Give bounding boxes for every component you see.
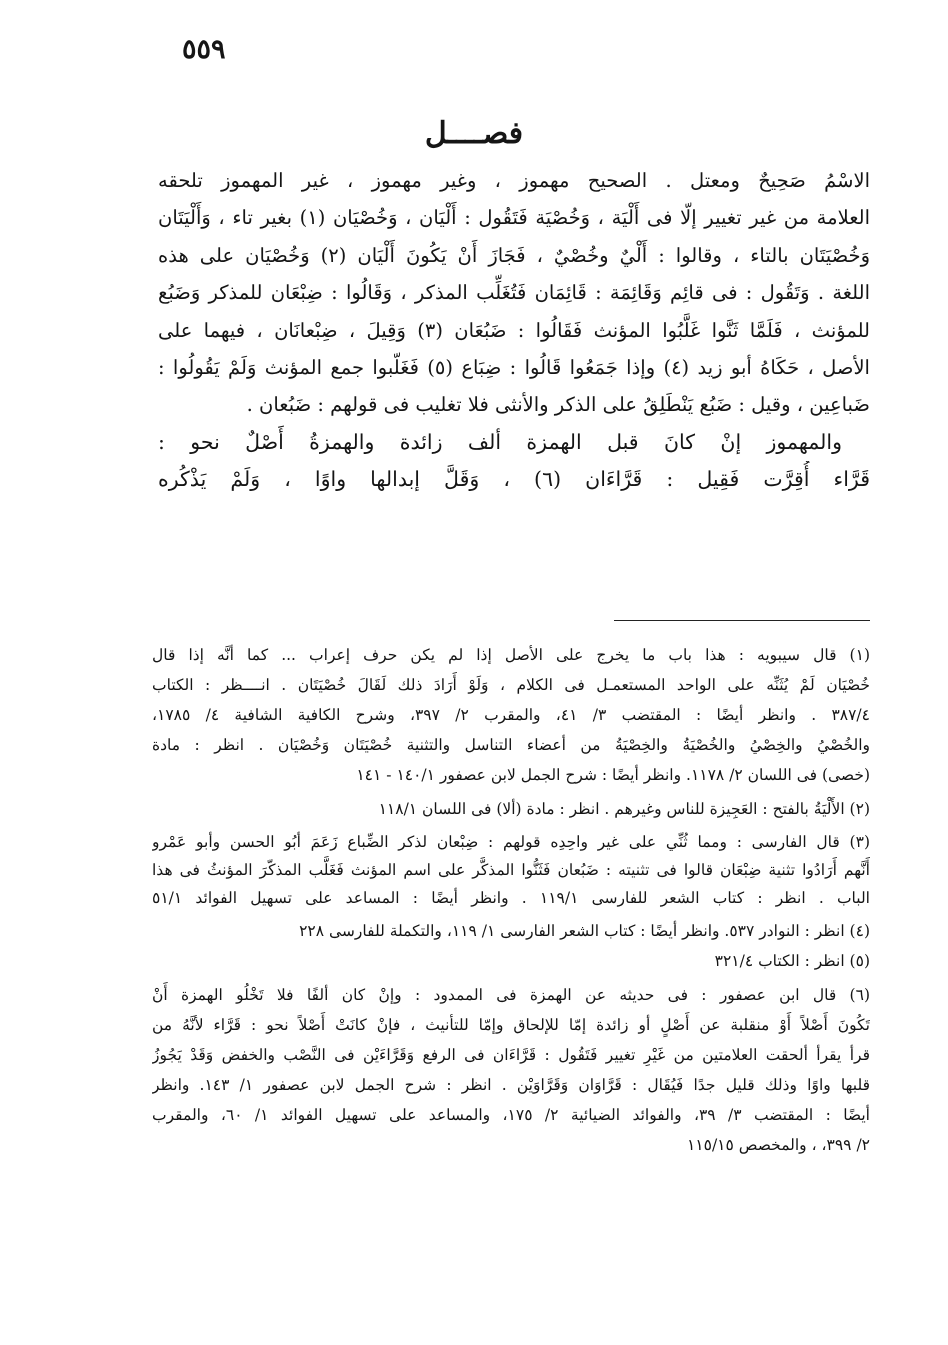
paragraph-2 <box>158 424 870 499</box>
footnote-line: والخُصْيُ والخِصْيُ والخُصْيَةُ والخِصْيَةُ من أعضاء التناسل والتثنية خُصْيَتَان وَخُصْيَان . انظر : مادة <box>152 736 870 754</box>
footnote-6 <box>152 980 870 1160</box>
footnote-2 <box>152 794 870 824</box>
footnote-divider <box>614 620 870 621</box>
page-number: ٥٥٩ <box>182 34 226 65</box>
footnotes <box>152 640 870 1160</box>
footnote-line: (٤) انظر : النوادر ٥٣٧. وانظر أيضًا : كتاب الشعر الفارسى ١/ ١١٩، والتكملة للفارسى ٢٢٨ <box>299 922 870 940</box>
footnote-line: ٣٨٧/٤ . وانظر أيضًا : المقتضب ٣/ ٤١، والمقرب ٢/ ٣٩٧، وشرح الكافية الشافية ٤/ ١٧٨٥، <box>152 706 870 724</box>
footnote-1 <box>152 640 870 790</box>
footnote-5 <box>152 946 870 976</box>
main-text <box>158 162 870 499</box>
text-line: وَخُصْيَتَان بالتاء ، وقالوا : أَلْيٌ وخُصْيٌ ، فَجَازَ أَنْ يَكُونَ أَلْيَان (٢) وَخُصْيَان على هذه <box>158 243 870 267</box>
footnote-4 <box>152 916 870 946</box>
footnote-line: قلبها واوًا وذلك قليل جدًا فَيُقَال : قَرَّاوَان وَقَرَّاوَيْن . انظر : شرح الجمل لابن عصفور ١/ ١٤٣. وانظر <box>152 1076 870 1094</box>
text-line: اللغة . وَتَقُول : فى قائِم وَقَائِمَة : قَائِمَان فَتُغَلِّب المذكر ، وَقَالُوا : ضِبْعَان للمذكر وَضَبُع <box>158 281 870 305</box>
text-line: الأصل ، حَكَاهُ أبو زيد (٤) وإذا جَمَعُوا قَالُوا : ضِبَاع (٥) فَغَلّبوا جمع المؤنث وَلَمْ يَقُولُوا : <box>158 355 870 379</box>
footnote-line: ٢/ ٣٩٩، ، والمخصص ١١٥/١٥ <box>686 1136 870 1154</box>
footnote-line: خُصْيَان لَمْ يُثَنِّه على الواحد المستعمـل فى الكلام ، وَلَوْ أَرَادَ ذلك لَقَالَ خُصْيَتَان . انــــظر : الكتاب <box>152 676 870 694</box>
text-line: للمؤنث ، فَلَمَّا ثَنَّوا غَلَّبُوا المؤنث فَقَالُوا : ضَبُعَان (٣) وَقِيلَ ، ضِبْعانَان ، فيهما على <box>158 318 870 342</box>
footnote-line: (٣) قال الفارسى : ومما ثُنِّي على غير واحِدِه قولهم : ضِبْعان لذكر الضِّباع زَعَمَ أبُو الحسن وأبو عَمْرو <box>152 833 870 851</box>
text-line: العلامة من غير تغيير إلّا فى أَلْيَة ، وَخُصْيَة فَتَقُول : أَلْيَان ، وَخُصْيَان (١) بغير تاء ، وَأَلْيَتَان <box>158 206 870 230</box>
footnote-line: أيضًا : المقتضب ٣/ ٣٩، والفوائد الضيائية ٢/ ١٧٥، والمساعد على تسهيل الفوائد ١/ ٦٠، والمقرب <box>152 1106 870 1124</box>
text-line: الاسْمُ صَحِيحٌ ومعتل . الصحيح مهموز ، وغير مهموز ، غير المهموز تلحقه <box>158 169 870 192</box>
footnote-line: أَنَّهم أَرَادُوا تثنية ضِبْعَان قالوا فى تثنيته : ضَبُعان فَثَنُّوا المذكَّر على اسم المؤنث فَغَلَّب المذكّرَ المؤنثُ فى هذا <box>152 861 870 879</box>
section-title: فصــــل <box>424 116 524 151</box>
footnote-line: قرأ يقرأ ألحقت العلامتين من غَيْرِ تغيير فَتَقُول : قَرَّاءَان فى الرفع وَقَرَّاءَيْن فى النَّصْب والخفض وَقَدْ يَجُوزُ <box>152 1046 870 1064</box>
paragraph-1 <box>158 162 870 424</box>
text-line: والمهموز إنْ كانَ قبل الهمزة ألف زائدة والهمزةُ أَصْلٌ نحو : <box>158 429 842 454</box>
footnote-line: تَكُونَ أَصْلاً أَوْ منقلبة عن أَصْلٍ أو زائدة إمّا للإلحاق وإمّا للتأنيث ، فإنْ كانَتْ أَصْلاً نحو : قَرَّاء لأنَّهُ من <box>152 1016 870 1034</box>
text-line: ضَباعِين ، وقيل : ضَبُع يَنْطَلِقُ على الذكر والأنثى فلا تغليب فى قولهم : ضَبُعان . <box>246 393 870 417</box>
footnote-line: (٦) قال ابن عصفور : فى حديثه عن الهمزة فى الممدود : وإنْ كان ألفًا فلا تَخْلُو الهمزة أَنْ <box>152 986 870 1004</box>
footnote-line: الباب . انظر : كتاب الشعر للفارسى ١١٩/١ . وانظر أيضًا : المساعد على تسهيل الفوائد ٥١/١ <box>152 889 870 907</box>
footnote-line: (٢) الأَلْيَةُ بالفتح : العَجِيزة للناس وغيرهم . انظر : مادة (ألا) فى اللسان ١١٨/١ <box>378 800 870 818</box>
text-line: قَرَّاء أُقِرَّت فَقِيل : قَرَّاءَان (٦) ، وَقَلَّ إبدالها واوًا ، وَلَمْ يَذْكُره <box>158 467 870 492</box>
footnote-line: (٥) انظر : الكتاب ٣٢١/٤ <box>714 952 870 970</box>
footnote-line: (خصى) فى اللسان ٢/ ١١٧٨. وانظر أيضًا : شرح الجمل لابن عصفور ١٤٠/١ - ١٤١ <box>356 766 870 784</box>
footnote-3 <box>152 828 870 912</box>
footnote-line: (١) قال سيبويه : هذا باب ما يخرج على الأصل إذا لم يكن حرف إعراب ... كما أنَّه إذا قال <box>152 646 870 664</box>
